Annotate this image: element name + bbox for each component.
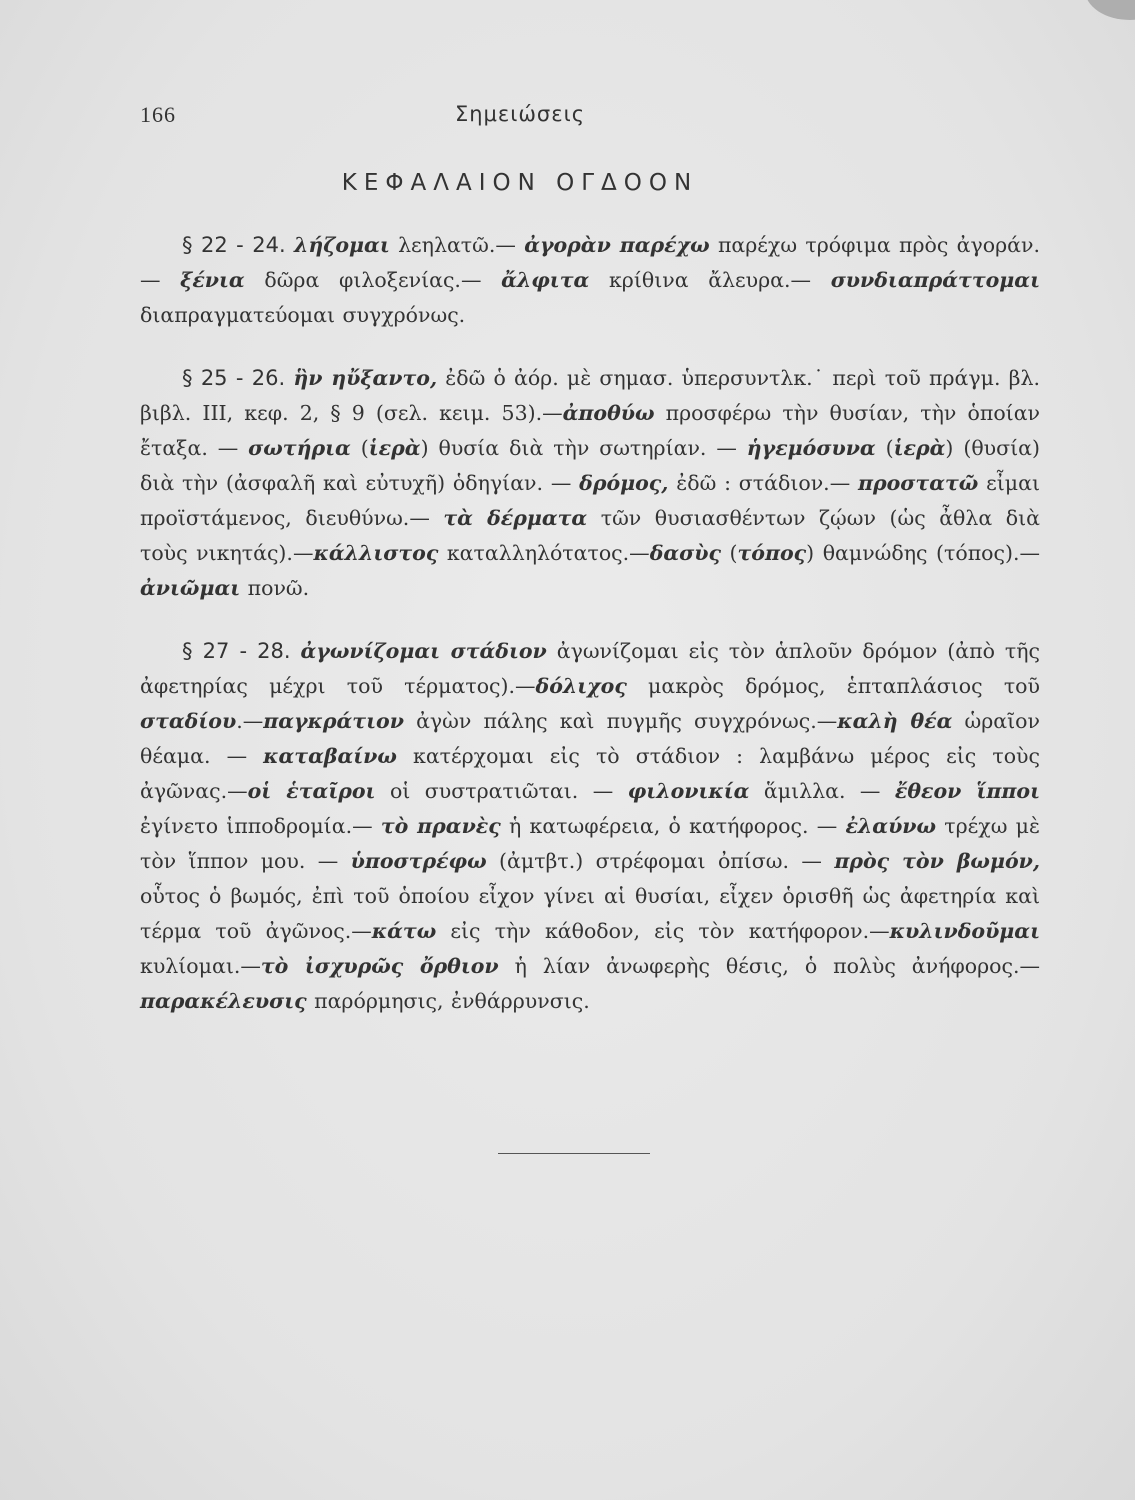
gloss-text: ἀγωνίζομαι εἰς τὸν ἁπλοῦν δρόμον (ἀπὸ τῆς ἀφετηρίας μέχρι τοῦ τέρματος).— bbox=[140, 639, 1040, 698]
lemma-term: ἀγωνίζομαι στάδιον bbox=[300, 639, 547, 663]
lemma-term: ἄλφιτα bbox=[501, 268, 590, 292]
gloss-text: ἅμιλλα. — bbox=[749, 779, 895, 803]
gloss-text: εἶμαι προϊστάμενος, διευθύνω.— bbox=[140, 471, 1040, 530]
gloss-text: ) θαμνώδης (τόπος).— bbox=[806, 541, 1041, 565]
gloss-text: κυλίομαι.— bbox=[140, 954, 261, 978]
page-number: 166 bbox=[140, 102, 176, 127]
lemma-term: δρόμος, bbox=[579, 471, 669, 495]
running-title: Σημειώσεις bbox=[454, 102, 586, 126]
lemma-term: ἀνιῶμαι bbox=[140, 576, 241, 600]
lemma-term: ἀποθύω bbox=[562, 401, 655, 425]
lemma-term: καταβαίνω bbox=[263, 744, 397, 768]
gloss-text: κατέρχομαι εἰς τὸ στάδιον : λαμβάνω μέρος εἰς τοὺς ἀγῶνας.— bbox=[140, 744, 1040, 803]
gloss-text: ( bbox=[875, 436, 894, 460]
lemma-term: δόλιχος bbox=[535, 674, 627, 698]
lemma-term: σταδίου bbox=[140, 709, 237, 733]
lemma-term: προστατῶ bbox=[858, 471, 979, 495]
lemma-term: παρακέλευσις bbox=[140, 989, 307, 1013]
lemma-term: τὸ πρανὲς bbox=[380, 814, 501, 838]
lemma-term: οἱ ἑταῖροι bbox=[247, 779, 376, 803]
note-paragraph bbox=[140, 634, 1040, 1019]
gloss-text: παρέχω τρόφιμα πρὸς ἀγοράν.— bbox=[140, 233, 1040, 292]
gloss-text: ἡ λίαν ἀνωφερὴς θέσις, ὁ πολὺς ἀνήφορος.— bbox=[498, 954, 1040, 978]
gloss-text: πονῶ. bbox=[240, 576, 310, 600]
gloss-text: ) (θυσία) διὰ τὴν (ἀσφαλῆ καὶ εὐτυχῆ) ὁδηγίαν. — bbox=[140, 436, 1041, 495]
lemma-term: κάτω bbox=[371, 919, 437, 943]
lemma-term: συνδιαπράττομαι bbox=[830, 268, 1040, 292]
lemma-term: ἱερὰ bbox=[368, 436, 421, 460]
note-paragraph bbox=[140, 228, 1040, 333]
lemma-term: ἀγορὰν παρέχω bbox=[524, 233, 710, 257]
lemma-term: ξένια bbox=[180, 268, 245, 292]
lemma-term: φιλονικία bbox=[627, 779, 750, 803]
gloss-text: οὗτος ὁ βωμός, ἐπὶ τοῦ ὁποίου εἶχον γίνει αἱ θυσίαι, εἶχεν ὁρισθῆ ὡς ἀφετηρία καὶ τέρμα τοῦ ἀγῶνος.— bbox=[140, 884, 1040, 943]
gloss-text: δῶρα φιλοξενίας.— bbox=[244, 268, 502, 292]
gloss-text: .— bbox=[236, 709, 264, 733]
gloss-text: εἰς τὴν κάθοδον, εἰς τὸν κατήφορον.— bbox=[436, 919, 890, 943]
lemma-term: καλὴ θέα bbox=[837, 709, 953, 733]
gloss-text: κρίθινα ἄλευρα.— bbox=[589, 268, 831, 292]
gloss-text: προσφέρω τὴν θυσίαν, τὴν ὁποίαν ἔταξα. — bbox=[140, 401, 1040, 460]
lemma-term: ἣν ηὔξαντο, bbox=[293, 366, 438, 390]
lemma-term: τόπος bbox=[737, 541, 807, 565]
page-header bbox=[140, 102, 1040, 132]
lemma-term: ἡγεμόσυνα bbox=[746, 436, 876, 460]
gloss-text: ἀγὼν πάλης καὶ πυγμῆς συγχρόνως.— bbox=[403, 709, 838, 733]
gloss-text: τῶν θυσιασθέντων ζῴων (ὡς ἆθλα διὰ τοὺς νικητάς).— bbox=[140, 506, 1040, 565]
section-reference: § 22 - 24. bbox=[182, 233, 286, 257]
gloss-text: ἐγίνετο ἱπποδρομία.— bbox=[140, 814, 381, 838]
gloss-text: ἐδῶ : στάδιον.— bbox=[668, 471, 858, 495]
gloss-text: (ἀμτβτ.) στρέφομαι ὀπίσω. — bbox=[486, 849, 835, 873]
lemma-term: τὸ ἰσχυρῶς ὄρθιον bbox=[260, 954, 499, 978]
gloss-text: τρέχω μὲ τὸν ἵππον μου. — bbox=[140, 814, 1041, 873]
gloss-text: παρόρμησις, ἐνθάρρυνσις. bbox=[306, 989, 590, 1013]
lemma-term: κάλλιστος bbox=[313, 541, 439, 565]
gloss-text: ἡ κατωφέρεια, ὁ κατήφορος. — bbox=[500, 814, 846, 838]
lemma-term: ἔθεον ἵπποι bbox=[894, 779, 1040, 803]
lemma-term: τὰ δέρματα bbox=[443, 506, 588, 530]
gloss-text: διαπραγματεύομαι συγχρόνως. bbox=[140, 303, 466, 327]
lemma-term: παγκράτιον bbox=[263, 709, 404, 733]
lemma-term: ὑποστρέφω bbox=[350, 849, 487, 873]
lemma-term: δασὺς bbox=[649, 541, 721, 565]
section-reference: § 27 - 28. bbox=[182, 639, 291, 663]
lemma-term: ἐλαύνω bbox=[845, 814, 937, 838]
gloss-text: ὡραῖον θέαμα. — bbox=[140, 709, 1040, 768]
gloss-text: λεηλατῶ.— bbox=[389, 233, 525, 257]
gloss-text: μακρὸς δρόμος, ἑπταπλάσιος τοῦ bbox=[626, 674, 1040, 698]
chapter-title: ΚΕΦΑΛΑΙΟΝ ΟΓΔΟΟΝ bbox=[341, 170, 699, 196]
gloss-text: οἱ συστρατιῶται. — bbox=[375, 779, 628, 803]
lemma-term: κυλινδοῦμαι bbox=[889, 919, 1040, 943]
lemma-term: πρὸς τὸν βωμόν, bbox=[834, 849, 1040, 873]
lemma-term: ἱερὰ bbox=[893, 436, 946, 460]
gloss-text: ( bbox=[350, 436, 369, 460]
gloss-text: ( bbox=[720, 541, 738, 565]
gloss-text: ) θυσία διὰ τὴν σωτηρίαν. — bbox=[420, 436, 747, 460]
gloss-text: καταλληλότατος.— bbox=[438, 541, 650, 565]
note-paragraph bbox=[140, 361, 1040, 606]
notes-body bbox=[140, 228, 1040, 1047]
lemma-term: λήζομαι bbox=[293, 233, 390, 257]
section-reference: § 25 - 26. bbox=[182, 366, 286, 390]
lemma-term: σωτήρια bbox=[248, 436, 351, 460]
end-rule bbox=[498, 1153, 650, 1154]
gloss-text: ἐδῶ ὁ ἀόρ. μὲ σημασ. ὑπερσυντλκ.˙ περὶ τοῦ πράγμ. βλ. βιβλ. ΙΙΙ, κεφ. 2, § 9 (σελ. κειμ. 53).— bbox=[140, 366, 1040, 425]
